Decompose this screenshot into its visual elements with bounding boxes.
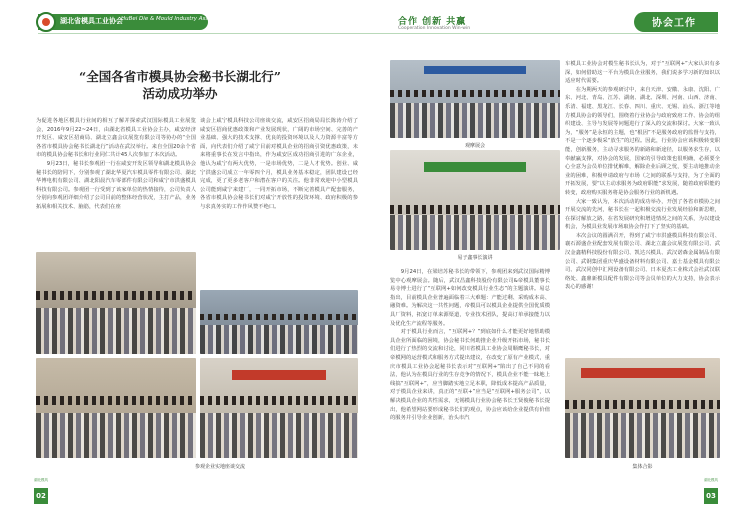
association-name-en: HuBei Die & Mould Industry Association: [121, 16, 231, 22]
page-number-right: 03: [704, 488, 718, 504]
page-header: [0, 0, 750, 36]
caption-group-photo: 集体合影: [632, 464, 653, 470]
text-column-1: 为促进各地区模具行业间的相互了解并探索武汉国际模具工业展览会，2016年9月22~24日，由湖北省模具工业协会主办，咸安经济开发区、咸安区招商局、湖北立鑫会议展览有限公司等协办的“全国各省市模具协会秘书长湖北行”活动在武汉举行。来自全国20余个省市的模具协会秘书长和行业同仁共计45人次参加了本次活动。 9月23日，秘书长参观团一行在咸安开发区领导和湖北模具协会秘书长的陪同下，分别参观了湖北华夏汽车模具零件有限公司、湖北华博电机有限公司、湖北阳晨汽车零部件有限公司和咸宁市洪盛模具科技有限公司。参观团一行受到了该家单位的热情接待，公司负责人分别向参观团详细介绍了公司目前的整体经营状况，主打产品，业务拓展和相关技术、脑筋，代表们在座: [36, 118, 196, 210]
photo-workshop: [36, 358, 196, 458]
photo-expo-group: [390, 60, 560, 138]
association-name-cn: 湖北省模具工业协会: [60, 17, 123, 25]
header-divider: [38, 33, 718, 34]
page-label-left: 湖北模具: [34, 478, 48, 482]
caption-speech: 易子鑫事长演讲: [457, 255, 493, 261]
photo-group-outdoor: [200, 290, 358, 354]
slogan: 合作 创新 共赢: [398, 17, 467, 27]
article-title-line2: 活动成功举办: [142, 86, 218, 101]
text-column-2: 谈会上咸宁模具科技公司座谈交流，咸安区招商局局长陈涛介绍了咸安区招商优惠政策和产业发展现状，广阔的市场空间、完善的产业基础、强大的技术支撑、优良的投资环境以及人力资源丰富等方面，向代表们介绍了咸宁目前对模具企业的招商引资优惠政策，未来将重事长在发言中指出，作为咸安区成功招商引进的广东企业，他认为咸宁有两大优势，一是市场优势，二是人才优势。创业、咸宁洪盛公司成立一年零四个月，模具业务基本稳定，团队建设已经完成，更了更多老客户和潜在客户的关注。他非常欢迎中小型模具公司能到咸宁来建厂，一同开拓市场，不断完善模具产配套服务，各省市模具协会秘书长们对咸宁开放性的投资环境、政府积极的参与求真务实的工作作风赞不绝口。: [200, 118, 358, 210]
association-logo-icon: [36, 12, 56, 32]
caption-expo: 观摩展会: [464, 143, 485, 149]
article-title: [70, 68, 290, 102]
section-title: 协会工作: [652, 18, 696, 29]
article-title-line1: “全国各省市模具协会秘书长湖北行”: [79, 69, 281, 84]
page-label-right: 湖北模具: [704, 478, 718, 482]
caption-factory-meeting: 参观企业实地座谈交流: [194, 464, 245, 470]
photo-meeting-table: [200, 358, 358, 458]
page-number-left: 02: [34, 488, 48, 504]
photo-factory-visit: [36, 252, 196, 354]
photo-speech: [390, 150, 560, 250]
text-column-3: 9月24日，在梁培苏秘书长的带领下，参观团来到武汉国际精博览中心观摩展会。随后，武汉昌鑫科技股份有限公司&帝模具董事长易寺博士进行了“互联网+如何改变模具行业生态”的主题演讲。易总指出，目前模具企业普遍面临着三大难题：产能过剩、采购成本高、融资难。为解决这一共性问题，帝模具可以模具企业提供全国优质模具厂资料，拓宽订单来源渠道，专业技术团队，提高订单承接能力以及优化生产流程等服务。 对于模具行业而言，“互联网+？”到底如什么才能更好地帮助模具企业所面临的困境，协会秘书长何助推企业升级开拓市场，秘书长们进行了热烈的交流和讨论，同川省模具工业协会周顺鹰秘书长，对帝模网的运营模式和服务方式提出建议，在改变了原有产业模式，重庆市模具工业协会起秘书长表示对“互联网+”陷出了自己不同的看法，他认为在模具行业的生存竞争的情况下，模具企业不能一昧地上线搞“互联网+”，应当脚踏实地立足本职，降低成本提高产品质量，对于模具企业来讲，真正的“互联+”应当是“互联网+服务公司”，以解决模具企业的共性需求，无锡模具行业协会秘书长王贤俊秘书长提出，他希望网站要形成秘书长们的观点，协会应该给企业提供有价值的服务并引导企业创新，治头市汽: [390, 269, 550, 422]
slogan-en: Cooperation Innovation Win-win: [398, 26, 471, 31]
photo-group-photo: [565, 358, 720, 458]
text-column-4: 车模具工业协会对模生秘书长认为，对于“互联网+”大家认识有多深，如何借助这一平台为模具企业服务，我们说多学习新的知识以适应时代需要。 在为期两天的参观研讨中，来自天津、安徽、永康、沈阳、广东、河北、青岛、江苏、湖南、湖北、深圳、河南、山西、济南、乐清、福建、黑龙江、长春、四川、重庆、无锡、汕头、浙江等地方模具协会的领导们，围绕着行业协会与政府致府工作、协会的组织建设、主导与发展等问题进行了深入的交流和探讨。大家一致认为，“服务”是永恒的主题，也“根因”不是服务政府的监督与支持，不是一个逐步极采“放生”的过程。因此，行业协会应该积极转变职能，创新服务，主动寻求服务的新路和新途径，以服务求生存，以奉献赢支撑，对协会的发展，国家的引导政策也很明确，必须要全心全意为会员单位排忧解难，解除企业后顾之忧，要主动地推动企业的困难，积极申请政府与市场（之间的联系与支持，为了全面的开拓发展，要“以主动求服务为政府职能”求发展，随着政府职能的转变，政府购买服务将是协会服务行业的新机遇。 大家一致认为，本次活动的成功举办，开创了各省市模协之间开展交流的先河，秘书长在一起积极交流行业发展经验和新思维，在探讨解放之路，在省发展研究积增进情况之间的关系，为以建设机会，为模具业发展市场取协会作打下了坚实的基础。 本次会议的圆满召开，得到了咸宁市洪盛模具科技有限公司、襄石源盛企业配套发展有限公司、湖北立鑫会议展览有限公司、武汉金鑫精科技股份有限公司、凯达兴模具、武汉诺森金属制品有限公司、武钢集团重庆华盛设备材料有限公司、嘉士基金模具有限公司、武汉同创中汇网设备有限公司、日本夏杰工业株式会社武汉联络处、鑫鼎新模具配件有限公司等会员单位的大力支持，协会表示衷心的感谢！: [565, 61, 720, 291]
